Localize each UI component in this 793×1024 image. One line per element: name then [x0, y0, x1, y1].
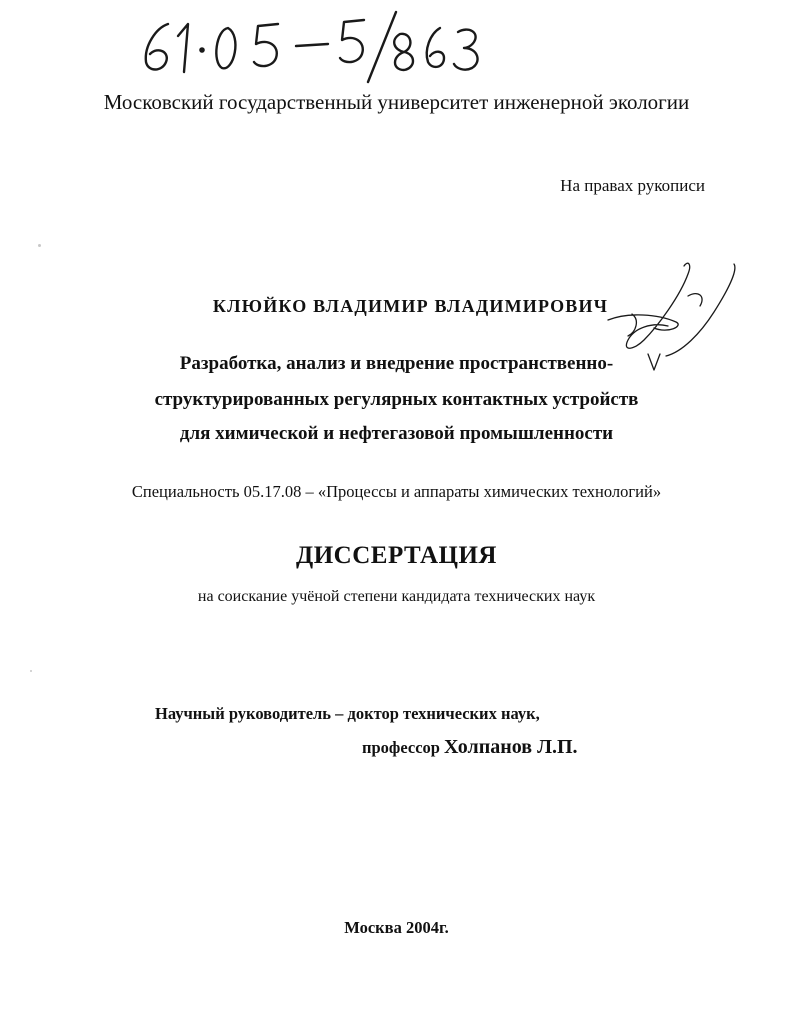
- dissertation-title-line: Разработка, анализ и внедрение пространственно-: [179, 353, 614, 374]
- city-year: Москва 2004г.: [344, 918, 449, 937]
- author-name: КЛЮЙКО ВЛАДИМИР ВЛАДИМИРОВИЧ: [212, 296, 609, 316]
- professor-line: [362, 736, 578, 759]
- dissertation-title-line: структурированных регулярных контактных устройств: [154, 389, 639, 410]
- university-name: Московский государственный университет инженерной экологии: [103, 90, 690, 114]
- professor-name: Холпанов Л.П.: [443, 736, 578, 758]
- dissertation-title-line: для химической и нефтегазовой промышленности: [179, 423, 614, 444]
- rights-note: На правах рукописи: [560, 176, 705, 195]
- degree-line: на соискание учёной степени кандидата технических наук: [197, 588, 596, 605]
- scan-speck: [30, 670, 32, 672]
- supervisor-line: Научный руководитель – доктор технических наук,: [155, 704, 540, 723]
- handwritten-archive-code: [128, 6, 488, 84]
- specialty-line: Специальность 05.17.08 – «Процессы и аппараты химических технологий»: [131, 482, 662, 501]
- scan-speck: [38, 244, 41, 247]
- document-type-heading: ДИССЕРТАЦИЯ: [296, 542, 497, 569]
- professor-title: профессор: [362, 738, 440, 757]
